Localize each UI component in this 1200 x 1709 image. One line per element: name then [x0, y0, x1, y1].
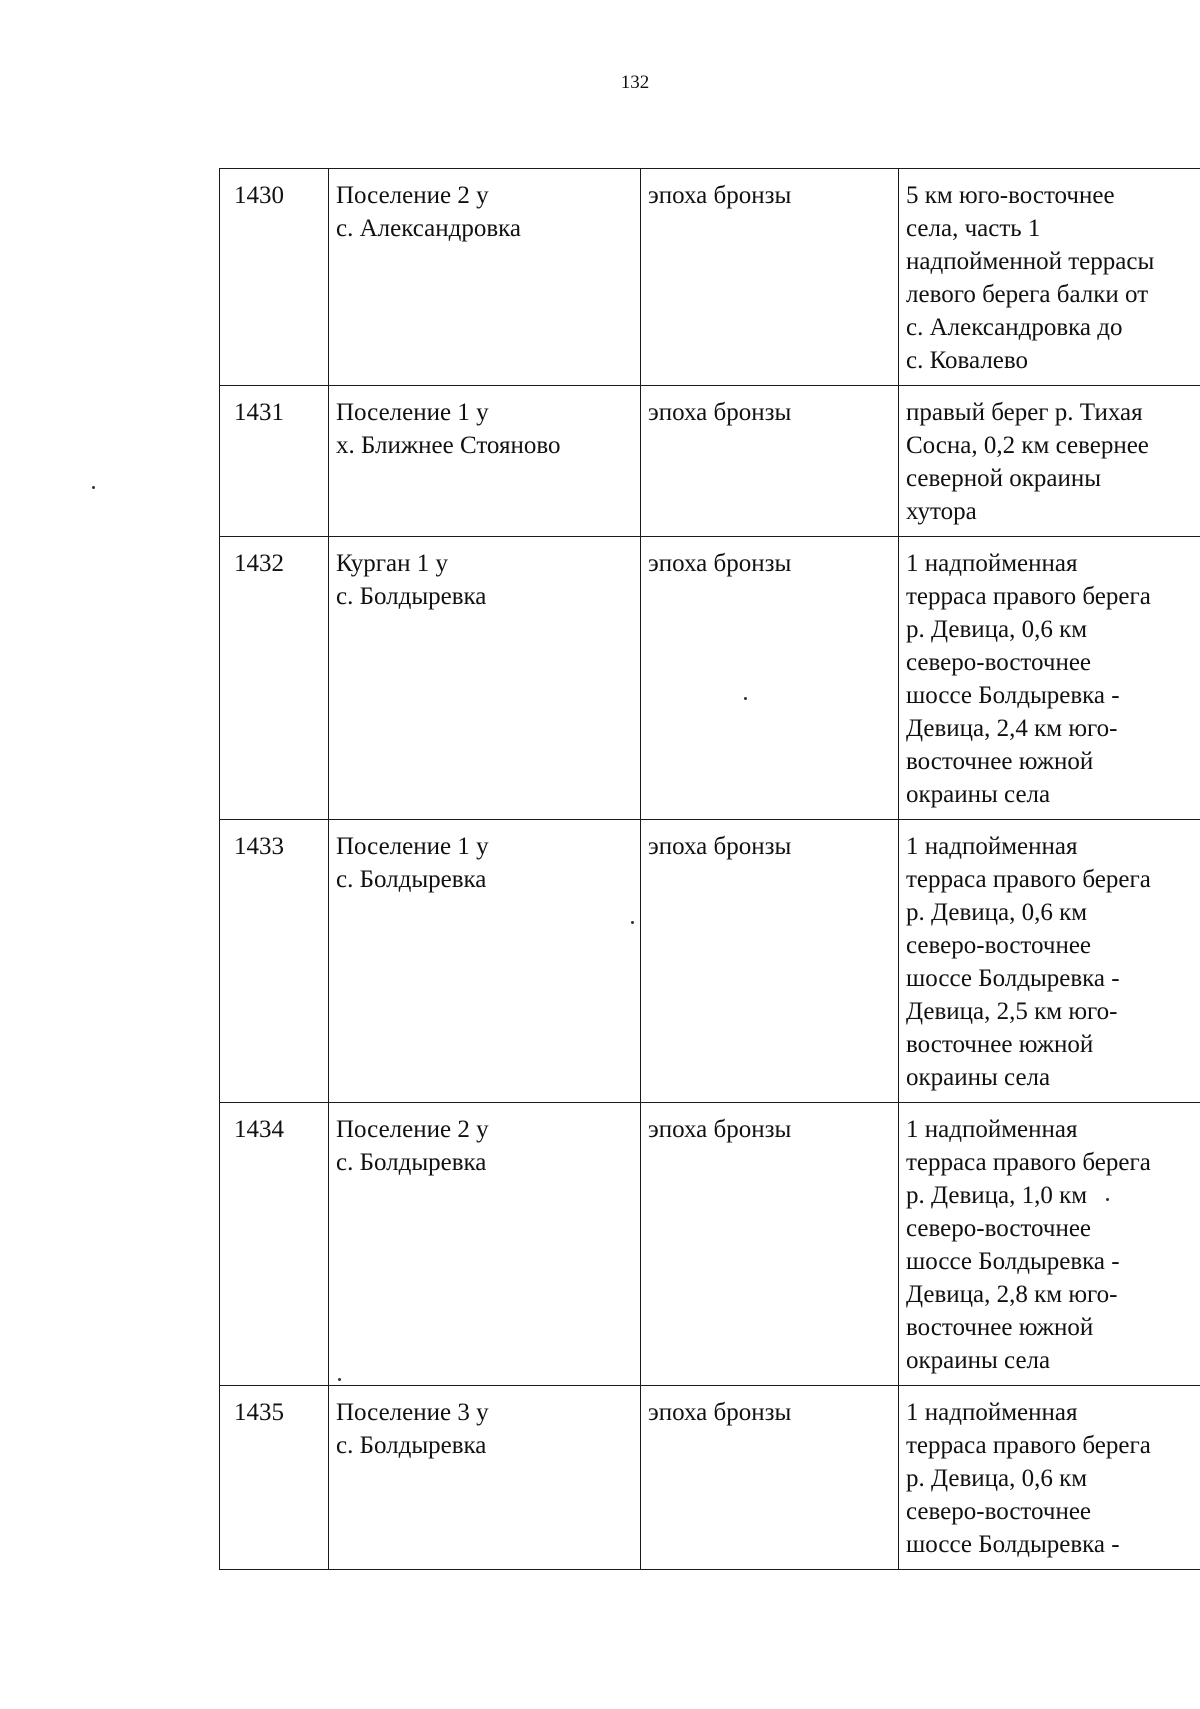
location-line: окраины села [906, 781, 1051, 808]
location-line: р. Девица, 0,6 км [906, 616, 1088, 643]
location-line: северо-восточнее [906, 1215, 1092, 1242]
cell-number: 1431 [220, 386, 329, 537]
location-line: р. Девица, 0,6 км [906, 1465, 1088, 1492]
site-name-line: х. Ближнее Стояново [336, 432, 561, 459]
location-line: терраса правого берега [906, 1432, 1151, 1459]
site-name-line: Поселение 1 у [336, 833, 489, 860]
table-row [220, 169, 1200, 386]
location-line: северной окраины [906, 465, 1102, 492]
location-line: 5 км юго-восточнее [906, 182, 1115, 209]
cell-epoch: эпоха бронзы [641, 537, 899, 820]
location-line: шоссе Болдыревка - [906, 1531, 1120, 1558]
cell-site-name [329, 1386, 641, 1570]
site-name-line: Поселение 2 у [336, 1116, 489, 1143]
cell-number: 1430 [220, 169, 329, 386]
cell-site-name [329, 169, 641, 386]
scan-speck [338, 1378, 341, 1381]
location-line: северо-восточнее [906, 649, 1092, 676]
location-line: восточнее южной [906, 748, 1094, 775]
location-line: восточнее южной [906, 1031, 1094, 1058]
cell-epoch: эпоха бронзы [641, 169, 899, 386]
cell-number: 1433 [220, 820, 329, 1103]
location-line: Сосна, 0,2 км севернее [906, 432, 1149, 459]
scan-speck [92, 486, 95, 489]
cell-number: 1435 [220, 1386, 329, 1570]
table-row [220, 1103, 1200, 1386]
site-name-line: с. Болдыревка [336, 866, 487, 893]
location-line: р. Девица, 0,6 км [906, 899, 1088, 926]
cell-number: 1434 [220, 1103, 329, 1386]
table-row [220, 1386, 1200, 1570]
location-line: 1 надпойменная [906, 1116, 1078, 1143]
site-name-line: с. Болдыревка [336, 1149, 487, 1176]
site-name-line: Поселение 3 у [336, 1399, 489, 1426]
location-line: 1 надпойменная [906, 833, 1078, 860]
cell-site-name [329, 820, 641, 1103]
cell-location [899, 386, 1200, 537]
table-body [220, 169, 1200, 1570]
scan-speck [744, 697, 747, 700]
table-row [220, 820, 1200, 1103]
scan-speck [631, 921, 634, 924]
location-line: шоссе Болдыревка - [906, 965, 1120, 992]
cell-epoch: эпоха бронзы [641, 1386, 899, 1570]
location-line: терраса правого берега [906, 583, 1151, 610]
location-line: Девица, 2,5 км юго- [906, 998, 1118, 1025]
location-line: надпойменной террасы [906, 248, 1155, 275]
cell-location [899, 169, 1200, 386]
location-line: северо-восточнее [906, 1498, 1092, 1525]
location-line: левого берега балки от [906, 281, 1149, 308]
cell-number: 1432 [220, 537, 329, 820]
site-name-line: с. Александровка [336, 215, 522, 242]
location-line: Девица, 2,8 км юго- [906, 1281, 1118, 1308]
cell-location [899, 1386, 1200, 1570]
cell-site-name [329, 386, 641, 537]
table-row [220, 537, 1200, 820]
site-name-line: с. Болдыревка [336, 1432, 487, 1459]
location-line: Девица, 2,4 км юго- [906, 715, 1118, 742]
location-line: с. Александровка до [906, 314, 1123, 341]
location-line: терраса правого берега [906, 1149, 1151, 1176]
location-line: северо-восточнее [906, 932, 1092, 959]
location-line: шоссе Болдыревка - [906, 1248, 1120, 1275]
scan-speck [1106, 1198, 1109, 1201]
cell-location [899, 820, 1200, 1103]
cell-epoch: эпоха бронзы [641, 820, 899, 1103]
location-line: окраины села [906, 1347, 1051, 1374]
location-line: терраса правого берега [906, 866, 1151, 893]
location-line: хутора [906, 498, 977, 525]
cell-location [899, 537, 1200, 820]
cell-epoch: эпоха бронзы [641, 1103, 899, 1386]
site-name-line: с. Болдыревка [336, 583, 487, 610]
location-line: окраины села [906, 1064, 1051, 1091]
location-line: 1 надпойменная [906, 1399, 1078, 1426]
sites-table [219, 168, 1200, 1570]
cell-epoch: эпоха бронзы [641, 386, 899, 537]
cell-site-name [329, 1103, 641, 1386]
location-line: шоссе Болдыревка - [906, 682, 1120, 709]
site-name-line: Курган 1 у [336, 550, 449, 577]
site-name-line: Поселение 2 у [336, 182, 489, 209]
site-name-line: Поселение 1 у [336, 399, 489, 426]
location-line: восточнее южной [906, 1314, 1094, 1341]
location-line: 1 надпойменная [906, 550, 1078, 577]
location-line: правый берег р. Тихая [906, 399, 1143, 426]
page-number: 132 [620, 72, 650, 93]
cell-site-name [329, 537, 641, 820]
cell-location [899, 1103, 1200, 1386]
location-line: с. Ковалево [906, 347, 1029, 374]
location-line: р. Девица, 1,0 км [906, 1182, 1088, 1209]
location-line: села, часть 1 [906, 215, 1041, 242]
table-row [220, 386, 1200, 537]
